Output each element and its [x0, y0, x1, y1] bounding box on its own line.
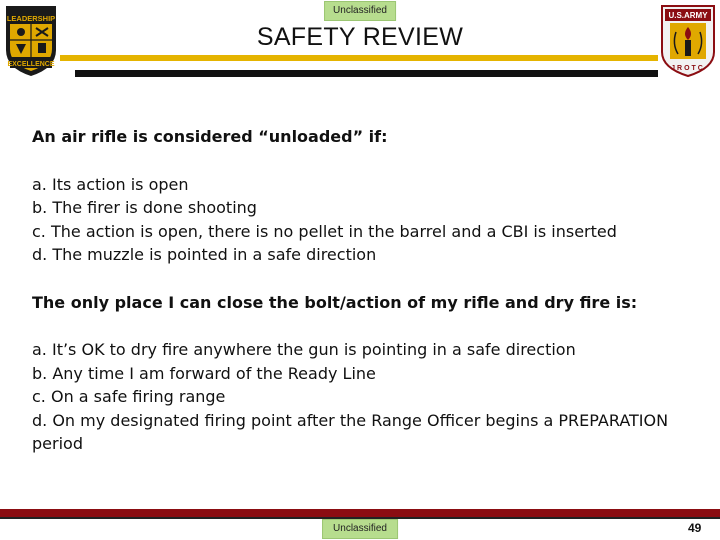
svg-text:EXCELLENCE: EXCELLENCE: [7, 61, 55, 68]
classification-banner-top: Unclassified: [324, 1, 396, 21]
question-1-option-b: b. The firer is done shooting: [32, 198, 257, 217]
question-2-prompt: The only place I can close the bolt/action of my rifle and dry fire is:: [32, 292, 638, 312]
question-2-options: [32, 338, 692, 456]
question-2-option-a: a. It’s OK to dry fire anywhere the gun is pointing in a safe direction: [32, 340, 576, 359]
question-2-option-b: b. Any time I am forward of the Ready Line: [32, 363, 376, 383]
us-army-jrotc-emblem-icon: [658, 2, 718, 78]
footer-red-bar: [0, 509, 720, 517]
page-number: 49: [688, 521, 702, 535]
question-1-prompt: An air rifle is considered “unloaded” if:: [32, 127, 388, 146]
svg-text:JROTC: JROTC: [671, 65, 705, 72]
title-underline-gold: [60, 55, 658, 61]
leadership-excellence-crest-icon: [2, 2, 60, 78]
review-content: [32, 125, 692, 456]
question-1-option-a: a. Its action is open: [32, 174, 189, 194]
question-1-options: [32, 173, 692, 267]
classification-banner-bottom: Unclassified: [322, 519, 398, 539]
question-1-option-d: d. The muzzle is pointed in a safe direction: [32, 245, 377, 264]
question-1-option-c: c. The action is open, there is no pellet in the barrel and a CBI is inserted: [32, 221, 617, 241]
svg-text:U.S.ARMY: U.S.ARMY: [668, 11, 708, 20]
page-title: SAFETY REVIEW: [256, 23, 464, 51]
title-underline-black: [75, 70, 658, 77]
question-2-option-d: d. On my designated firing point after the Range Officer begins a PREPARATION period: [32, 410, 669, 453]
svg-text:LEADERSHIP: LEADERSHIP: [6, 14, 56, 23]
question-2-option-c: c. On a safe firing range: [32, 387, 226, 406]
